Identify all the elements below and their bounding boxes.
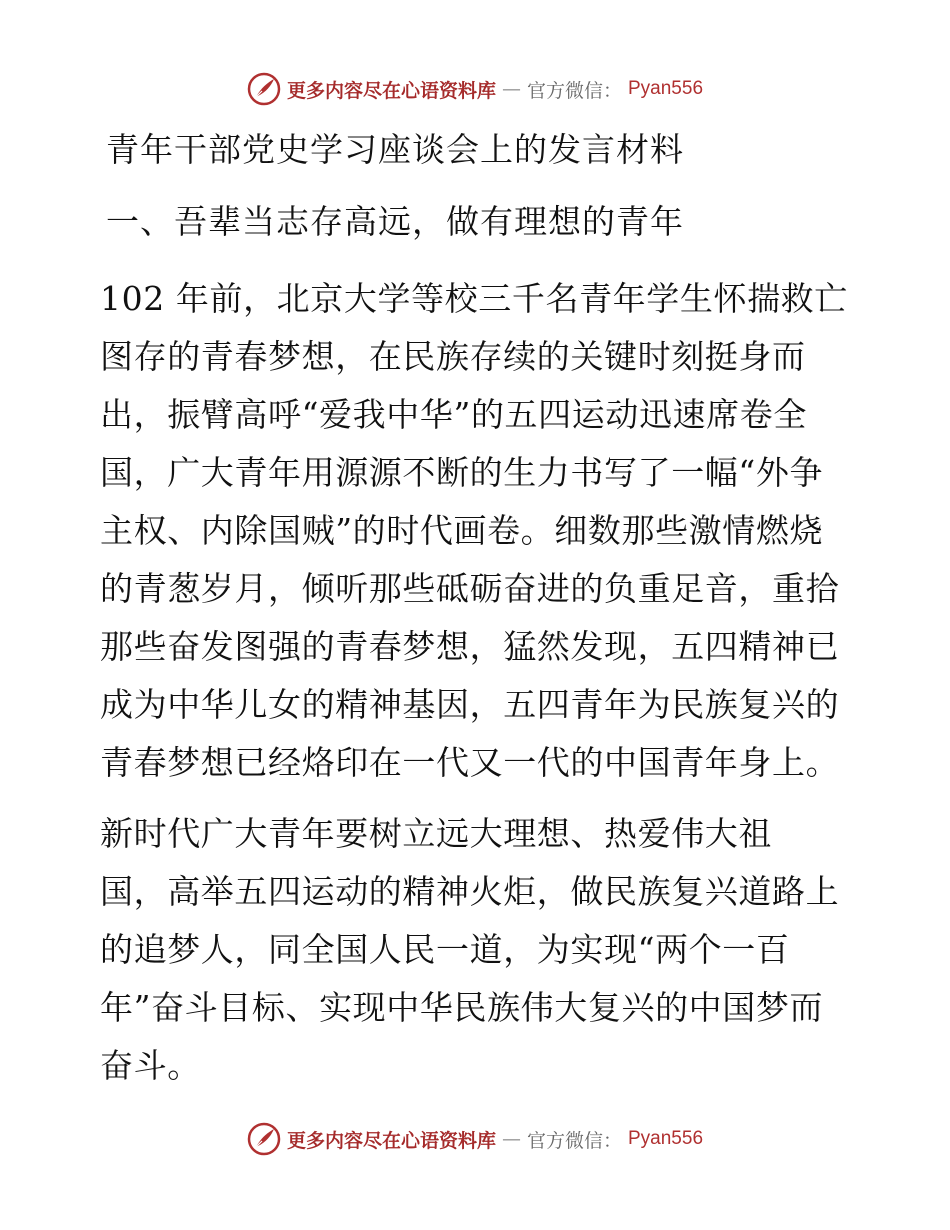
header-watermark — [0, 72, 950, 106]
paragraph-line: 国，高举五四运动的精神火炬，做民族复兴道路上 — [100, 872, 840, 911]
feather-pen-logo-icon — [247, 72, 281, 106]
paragraph-line: 图存的青春梦想，在民族存续的关键时刻挺身而 — [100, 337, 806, 376]
watermark-wechat-id: Pyan556 — [628, 1128, 704, 1149]
feather-pen-logo-icon — [247, 1122, 281, 1156]
paragraph-line: 出，振臂高呼“爱我中华”的五四运动迅速席卷全 — [100, 395, 807, 434]
paragraph-line: 青春梦想已经烙印在一代又一代的中国青年身上。 — [100, 743, 840, 782]
paragraph-line: 主权、内除国贼”的时代画卷。细数那些激情燃烧 — [100, 511, 824, 550]
watermark-wechat-id: Pyan556 — [628, 78, 704, 99]
paragraph-line: 新时代广大青年要树立远大理想、热爱伟大祖 — [100, 814, 772, 853]
section-heading: 一、吾辈当志存高远，做有理想的青年 — [106, 202, 684, 241]
watermark-wechat-label: 官方微信： — [526, 1129, 622, 1152]
paragraph-line: 国，广大青年用源源不断的生力书写了一幅“外争 — [100, 453, 824, 492]
footer-watermark — [0, 1122, 950, 1156]
watermark-brand: 更多内容尽在心语资料库 — [286, 1129, 496, 1152]
watermark-wechat-label: 官方微信： — [526, 79, 622, 102]
paragraph-2 — [100, 805, 860, 1095]
paragraph-line: 奋斗。 — [100, 1046, 201, 1085]
watermark-brand: 更多内容尽在心语资料库 — [286, 79, 496, 102]
watermark-separator: — — [501, 1128, 521, 1150]
paragraph-line: 那些奋发图强的青春梦想，猛然发现，五四精神已 — [100, 627, 840, 666]
paragraph-line: 成为中华儿女的精神基因，五四青年为民族复兴的 — [100, 685, 840, 724]
paragraph-1 — [100, 270, 860, 792]
paragraph-line: 的追梦人，同全国人民一道，为实现“两个一百 — [100, 930, 790, 969]
paragraph-line: 102 年前，北京大学等校三千名青年学生怀揣救亡 — [100, 279, 848, 318]
paragraph-line: 年”奋斗目标、实现中华民族伟大复兴的中国梦而 — [100, 988, 824, 1027]
watermark-separator: — — [501, 78, 521, 100]
paragraph-line: 的青葱岁月，倾听那些砥砺奋进的负重足音，重拾 — [100, 569, 840, 608]
document-title: 青年干部党史学习座谈会上的发言材料 — [106, 130, 684, 169]
